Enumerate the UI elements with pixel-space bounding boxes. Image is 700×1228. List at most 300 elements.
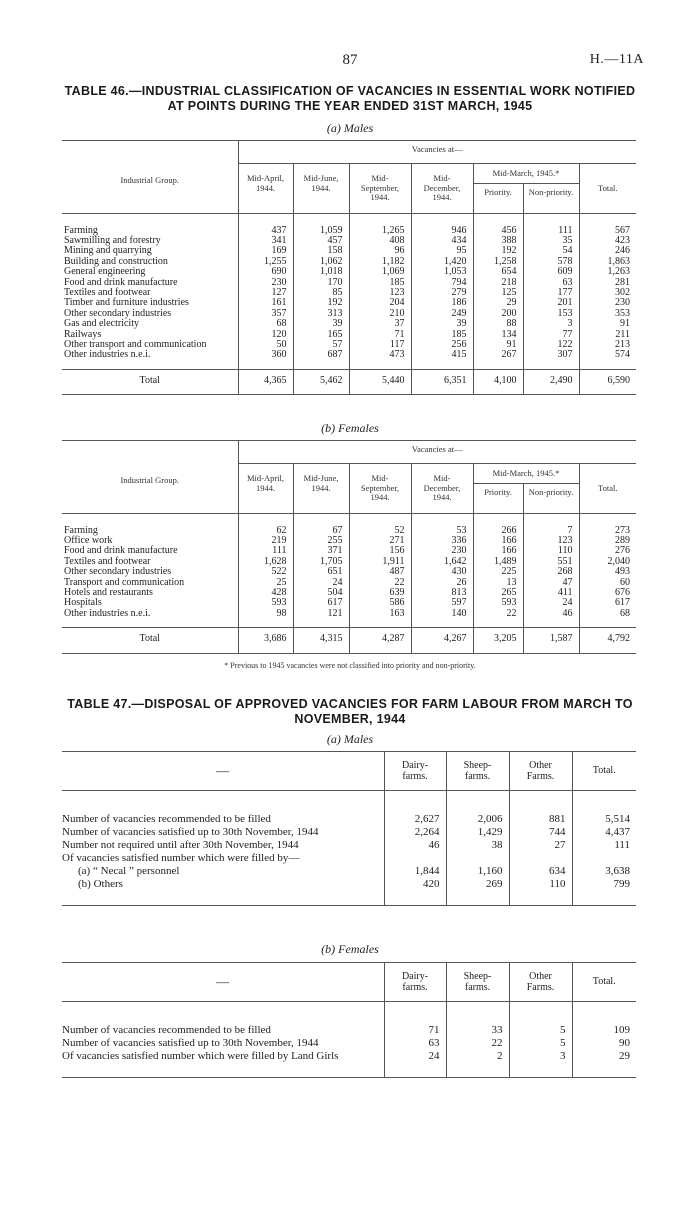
- row-value: 219: [238, 536, 293, 546]
- row-value: 169: [238, 246, 293, 256]
- row-value: 24: [384, 1050, 446, 1063]
- row-value: 388: [473, 236, 523, 246]
- table46-title-line2: AT POINTS DURING THE YEAR ENDED 31ST MARCH, 1945: [167, 99, 533, 113]
- row-value: 111: [572, 839, 636, 852]
- row-value: [572, 852, 636, 865]
- row-group-label: General engineering: [64, 266, 146, 278]
- row-value: 161: [238, 298, 293, 308]
- row-value: 2,627: [384, 813, 446, 826]
- row-value: 27: [509, 839, 572, 852]
- row-value: 177: [523, 288, 579, 298]
- row-label: (b) Others: [78, 877, 123, 890]
- header-dash: —: [216, 763, 230, 779]
- row-value: 609: [523, 267, 579, 277]
- row-value: 574: [579, 350, 636, 360]
- row-value: 33: [446, 1024, 509, 1037]
- table-row: [62, 865, 636, 878]
- row-value: 192: [293, 298, 349, 308]
- row-group-label: Other transport and communication: [64, 338, 207, 350]
- total-value: 3,205: [473, 628, 523, 653]
- row-value: [384, 852, 446, 865]
- total-value: 6,590: [579, 369, 636, 394]
- row-value: 213: [579, 340, 636, 350]
- row-value: 201: [523, 298, 579, 308]
- header-mid-april: Mid-April, 1944.: [238, 164, 293, 214]
- total-value: 4,365: [238, 369, 293, 394]
- row-value: 57: [293, 340, 349, 350]
- row-label: (a) “ Necal ” personnel: [78, 864, 180, 877]
- row-value: 29: [572, 1050, 636, 1063]
- row-group-label: Other industries n.e.i.: [64, 607, 151, 619]
- row-group-label: Building and construction: [64, 255, 168, 267]
- row-value: 813: [411, 588, 473, 598]
- row-value: 654: [473, 267, 523, 277]
- row-value: 473: [349, 350, 411, 360]
- row-value: 256: [411, 340, 473, 350]
- row-label: Number of vacancies satisfied up to 30th November, 1944: [62, 1036, 319, 1049]
- header-vacancies-at: Vacancies at—: [238, 141, 636, 164]
- row-value: 273: [579, 526, 636, 536]
- row-value: 276: [579, 546, 636, 556]
- row-value: 269: [446, 878, 509, 891]
- row-value: 1,263: [579, 267, 636, 277]
- row-value: 1,255: [238, 257, 293, 267]
- row-value: 408: [349, 236, 411, 246]
- row-value: 68: [579, 609, 636, 619]
- row-value: 593: [238, 598, 293, 608]
- total-value: 1,587: [523, 628, 579, 653]
- row-value: 567: [579, 226, 636, 236]
- row-group-label: Gas and electricity: [64, 318, 139, 330]
- row-value: 63: [523, 278, 579, 288]
- row-value: 230: [238, 278, 293, 288]
- row-value: 881: [509, 813, 572, 826]
- row-value: 266: [473, 526, 523, 536]
- row-value: [509, 852, 572, 865]
- row-value: 578: [523, 257, 579, 267]
- row-value: 360: [238, 350, 293, 360]
- row-group-label: Food and drink manufacture: [64, 276, 178, 288]
- row-value: 428: [238, 588, 293, 598]
- row-value: 71: [349, 330, 411, 340]
- row-value: 120: [238, 330, 293, 340]
- row-value: 1,489: [473, 557, 523, 567]
- row-value: 434: [411, 236, 473, 246]
- row-value: 111: [523, 226, 579, 236]
- row-value: 91: [579, 319, 636, 329]
- row-value: 341: [238, 236, 293, 246]
- row-value: 38: [446, 839, 509, 852]
- row-value: 307: [523, 350, 579, 360]
- row-value: 204: [349, 298, 411, 308]
- row-value: 2,264: [384, 826, 446, 839]
- row-value: 22: [473, 609, 523, 619]
- row-value: 255: [293, 536, 349, 546]
- row-value: 3,638: [572, 865, 636, 878]
- row-value: 415: [411, 350, 473, 360]
- table46-males-subtitle: (a) Males: [326, 121, 374, 135]
- row-value: 5: [509, 1037, 572, 1050]
- row-value: 586: [349, 598, 411, 608]
- row-value: 62: [238, 526, 293, 536]
- row-group-label: Transport and communication: [64, 576, 185, 588]
- row-value: 211: [579, 330, 636, 340]
- row-value: 95: [411, 246, 473, 256]
- page-reference: H.—11A: [589, 52, 644, 67]
- row-value: 249: [411, 309, 473, 319]
- row-value: 185: [411, 330, 473, 340]
- total-value: 4,287: [349, 628, 411, 653]
- row-value: 487: [349, 567, 411, 577]
- row-value: 5,514: [572, 813, 636, 826]
- total-value: 4,792: [579, 628, 636, 653]
- row-value: 437: [238, 226, 293, 236]
- row-value: 1,018: [293, 267, 349, 277]
- table-row: [62, 813, 636, 826]
- row-value: 799: [572, 878, 636, 891]
- row-value: 67: [293, 526, 349, 536]
- header-other-farms: Other Farms.: [509, 752, 572, 790]
- row-value: 7: [523, 526, 579, 536]
- row-value: 946: [411, 226, 473, 236]
- row-value: 246: [579, 246, 636, 256]
- row-value: 1,863: [579, 257, 636, 267]
- row-group-label: Railways: [64, 328, 102, 340]
- row-group-label: Other secondary industries: [64, 566, 172, 578]
- row-value: 687: [293, 350, 349, 360]
- total-value: 5,462: [293, 369, 349, 394]
- row-value: 551: [523, 557, 579, 567]
- row-group-label: Office work: [64, 534, 113, 546]
- row-value: 1,429: [446, 826, 509, 839]
- header-mid-june: Mid-June, 1944.: [293, 464, 349, 514]
- row-group-label: Other industries n.e.i.: [64, 349, 151, 361]
- row-value: 302: [579, 288, 636, 298]
- row-value: 457: [293, 236, 349, 246]
- row-value: 1,182: [349, 257, 411, 267]
- row-value: 96: [349, 246, 411, 256]
- table-row: [62, 526, 636, 536]
- row-value: 46: [523, 609, 579, 619]
- header-total: Total.: [572, 752, 636, 790]
- total-value: 2,490: [523, 369, 579, 394]
- row-value: 163: [349, 609, 411, 619]
- row-value: 122: [523, 340, 579, 350]
- row-value: 29: [473, 298, 523, 308]
- table-row: [62, 257, 636, 267]
- row-value: 357: [238, 309, 293, 319]
- row-value: 77: [523, 330, 579, 340]
- table-row: [62, 350, 636, 360]
- header-mid-march: Mid-March, 1945.*: [473, 464, 579, 484]
- row-value: 268: [523, 567, 579, 577]
- row-group-label: Textiles and footwear: [64, 555, 151, 567]
- row-value: 271: [349, 536, 411, 546]
- header-non-priority: Non-priority.: [523, 484, 579, 514]
- row-value: 22: [349, 578, 411, 588]
- row-group-label: Timber and furniture industries: [64, 297, 189, 309]
- row-value: 634: [509, 865, 572, 878]
- row-value: 493: [579, 567, 636, 577]
- row-value: 504: [293, 588, 349, 598]
- row-value: 111: [238, 546, 293, 556]
- row-value: 2: [446, 1050, 509, 1063]
- total-value: 4,100: [473, 369, 523, 394]
- total-value: 4,267: [411, 628, 473, 653]
- header-dairy-farms: Dairy-farms.: [384, 752, 446, 790]
- row-value: 1,265: [349, 226, 411, 236]
- row-value: 153: [523, 309, 579, 319]
- row-group-label: Sawmilling and forestry: [64, 234, 161, 246]
- row-value: 109: [572, 1024, 636, 1037]
- table46-title-line1: TABLE 46.—INDUSTRIAL CLASSIFICATION OF VACANCIES IN ESSENTIAL WORK NOTIFIED: [64, 84, 636, 98]
- row-label: Number not required until after 30th November, 1944: [62, 838, 299, 851]
- row-value: 186: [411, 298, 473, 308]
- row-value: [446, 852, 509, 865]
- row-value: 279: [411, 288, 473, 298]
- row-value: 166: [473, 546, 523, 556]
- row-value: 121: [293, 609, 349, 619]
- row-value: 593: [473, 598, 523, 608]
- row-value: 411: [523, 588, 579, 598]
- row-value: 22: [446, 1037, 509, 1050]
- row-value: 4,437: [572, 826, 636, 839]
- row-value: 597: [411, 598, 473, 608]
- row-value: 53: [411, 526, 473, 536]
- total-value: 4,315: [293, 628, 349, 653]
- row-label: Of vacancies satisfied number which were filled by Land Girls: [62, 1049, 339, 1062]
- table-row: [62, 567, 636, 577]
- row-value: 156: [349, 546, 411, 556]
- header-mid-december: Mid-December, 1944.: [411, 164, 473, 214]
- row-group-label: Mining and quarrying: [64, 245, 152, 257]
- table47-males: [62, 752, 636, 906]
- row-value: 68: [238, 319, 293, 329]
- header-total: Total.: [572, 963, 636, 1001]
- row-value: 47: [523, 578, 579, 588]
- row-group-label: Textiles and footwear: [64, 286, 151, 298]
- row-value: 192: [473, 246, 523, 256]
- row-value: 353: [579, 309, 636, 319]
- row-value: 676: [579, 588, 636, 598]
- row-value: 123: [349, 288, 411, 298]
- row-value: 281: [579, 278, 636, 288]
- header-sheep-farms: Sheep-farms.: [446, 963, 509, 1001]
- header-mid-september: Mid-September, 1944.: [349, 464, 411, 514]
- row-value: 289: [579, 536, 636, 546]
- total-value: 3,686: [238, 628, 293, 653]
- row-value: 617: [293, 598, 349, 608]
- header-total: Total.: [579, 464, 636, 514]
- row-value: 35: [523, 236, 579, 246]
- header-mid-march: Mid-March, 1945.*: [473, 164, 579, 184]
- table-row: [62, 319, 636, 329]
- header-total: Total.: [579, 164, 636, 214]
- row-value: 1,420: [411, 257, 473, 267]
- table47-males-subtitle: (a) Males: [326, 732, 374, 746]
- total-label: Total: [139, 374, 160, 386]
- row-value: 117: [349, 340, 411, 350]
- row-value: 1,628: [238, 557, 293, 567]
- row-value: 371: [293, 546, 349, 556]
- table47-title-line2: NOVEMBER, 1944: [294, 712, 406, 726]
- table-row: [62, 309, 636, 319]
- row-value: 336: [411, 536, 473, 546]
- row-value: 166: [473, 536, 523, 546]
- row-value: 1,059: [293, 226, 349, 236]
- row-value: 1,911: [349, 557, 411, 567]
- table-row: [62, 826, 636, 839]
- header-mid-june: Mid-June, 1944.: [293, 164, 349, 214]
- row-value: 39: [293, 319, 349, 329]
- row-value: 651: [293, 567, 349, 577]
- row-value: 46: [384, 839, 446, 852]
- row-value: 24: [523, 598, 579, 608]
- row-value: 522: [238, 567, 293, 577]
- row-value: 267: [473, 350, 523, 360]
- row-value: 744: [509, 826, 572, 839]
- header-non-priority: Non-priority.: [523, 184, 579, 214]
- table-row: [62, 839, 636, 852]
- table-row: [62, 878, 636, 891]
- header-industrial-group: Industrial Group.: [120, 175, 180, 185]
- row-value: 1,062: [293, 257, 349, 267]
- table-row: [62, 267, 636, 277]
- table-row: [62, 609, 636, 619]
- row-value: 54: [523, 246, 579, 256]
- header-vacancies-at: Vacancies at—: [238, 441, 636, 464]
- row-value: 71: [384, 1024, 446, 1037]
- row-value: 110: [509, 878, 572, 891]
- row-value: 88: [473, 319, 523, 329]
- row-value: 140: [411, 609, 473, 619]
- row-value: 110: [523, 546, 579, 556]
- row-value: 39: [411, 319, 473, 329]
- row-group-label: Other secondary industries: [64, 307, 172, 319]
- row-value: 1,258: [473, 257, 523, 267]
- table46-males: [62, 141, 636, 395]
- row-value: 423: [579, 236, 636, 246]
- row-value: 225: [473, 567, 523, 577]
- header-dash: —: [216, 974, 230, 990]
- table46-females-subtitle: (b) Females: [321, 421, 379, 435]
- row-value: 2,040: [579, 557, 636, 567]
- row-value: 90: [572, 1037, 636, 1050]
- row-value: 85: [293, 288, 349, 298]
- header-other-farms: Other Farms.: [509, 963, 572, 1001]
- row-value: 158: [293, 246, 349, 256]
- row-group-label: Hospitals: [64, 597, 102, 609]
- header-mid-april: Mid-April, 1944.: [238, 464, 293, 514]
- row-value: 2,006: [446, 813, 509, 826]
- table46-females: [62, 441, 636, 654]
- table-row: [62, 852, 636, 865]
- row-label: Of vacancies satisfied number which were filled by—: [62, 851, 300, 864]
- row-value: 26: [411, 578, 473, 588]
- row-value: 170: [293, 278, 349, 288]
- row-value: 13: [473, 578, 523, 588]
- header-mid-september: Mid-September, 1944.: [349, 164, 411, 214]
- row-value: 1,160: [446, 865, 509, 878]
- page-number: 87: [342, 52, 358, 68]
- table-row: [62, 588, 636, 598]
- row-value: 1,069: [349, 267, 411, 277]
- row-value: 200: [473, 309, 523, 319]
- row-group-label: Farming: [64, 224, 98, 236]
- header-priority: Priority.: [473, 184, 523, 214]
- row-value: 210: [349, 309, 411, 319]
- header-sheep-farms: Sheep-farms.: [446, 752, 509, 790]
- row-value: 125: [473, 288, 523, 298]
- row-value: 134: [473, 330, 523, 340]
- total-label: Total: [139, 633, 160, 645]
- row-value: 1,705: [293, 557, 349, 567]
- row-value: 185: [349, 278, 411, 288]
- row-value: 3: [523, 319, 579, 329]
- row-value: 794: [411, 278, 473, 288]
- row-value: 5: [509, 1024, 572, 1037]
- table47-females-subtitle: (b) Females: [321, 942, 379, 956]
- row-value: 52: [349, 526, 411, 536]
- row-value: 1,642: [411, 557, 473, 567]
- row-group-label: Food and drink manufacture: [64, 545, 178, 557]
- row-value: 3: [509, 1050, 572, 1063]
- table47-title-line1: TABLE 47.—DISPOSAL OF APPROVED VACANCIES FOR FARM LABOUR FROM MARCH TO: [67, 697, 633, 711]
- row-value: 1,844: [384, 865, 446, 878]
- total-row: [62, 369, 636, 394]
- row-value: 50: [238, 340, 293, 350]
- row-value: 24: [293, 578, 349, 588]
- row-group-label: Farming: [64, 524, 98, 536]
- row-value: 430: [411, 567, 473, 577]
- table-row: [62, 1050, 636, 1063]
- row-label: Number of vacancies recommended to be filled: [62, 1023, 271, 1036]
- row-value: 1,053: [411, 267, 473, 277]
- header-dairy-farms: Dairy-farms.: [384, 963, 446, 1001]
- table47-females: [62, 963, 636, 1078]
- row-label: Number of vacancies recommended to be filled: [62, 812, 271, 825]
- total-row: [62, 628, 636, 653]
- row-value: 25: [238, 578, 293, 588]
- header-priority: Priority.: [473, 484, 523, 514]
- row-label: Number of vacancies satisfied up to 30th November, 1944: [62, 825, 319, 838]
- row-value: 127: [238, 288, 293, 298]
- row-group-label: Hotels and restaurants: [64, 586, 153, 598]
- row-value: 690: [238, 267, 293, 277]
- total-value: 6,351: [411, 369, 473, 394]
- row-value: 165: [293, 330, 349, 340]
- row-value: 313: [293, 309, 349, 319]
- row-value: 230: [579, 298, 636, 308]
- row-value: 218: [473, 278, 523, 288]
- row-value: 639: [349, 588, 411, 598]
- table-row: [62, 1037, 636, 1050]
- row-value: 60: [579, 578, 636, 588]
- row-value: 37: [349, 319, 411, 329]
- row-value: 230: [411, 546, 473, 556]
- row-value: 265: [473, 588, 523, 598]
- total-value: 5,440: [349, 369, 411, 394]
- header-mid-december: Mid-December, 1944.: [411, 464, 473, 514]
- row-value: 91: [473, 340, 523, 350]
- table46-footnote: * Previous to 1945 vacancies were not classified into priority and non-priority.: [224, 661, 476, 670]
- row-value: 98: [238, 609, 293, 619]
- row-value: 420: [384, 878, 446, 891]
- row-value: 456: [473, 226, 523, 236]
- row-value: 617: [579, 598, 636, 608]
- table-row: [62, 1024, 636, 1037]
- row-value: 63: [384, 1037, 446, 1050]
